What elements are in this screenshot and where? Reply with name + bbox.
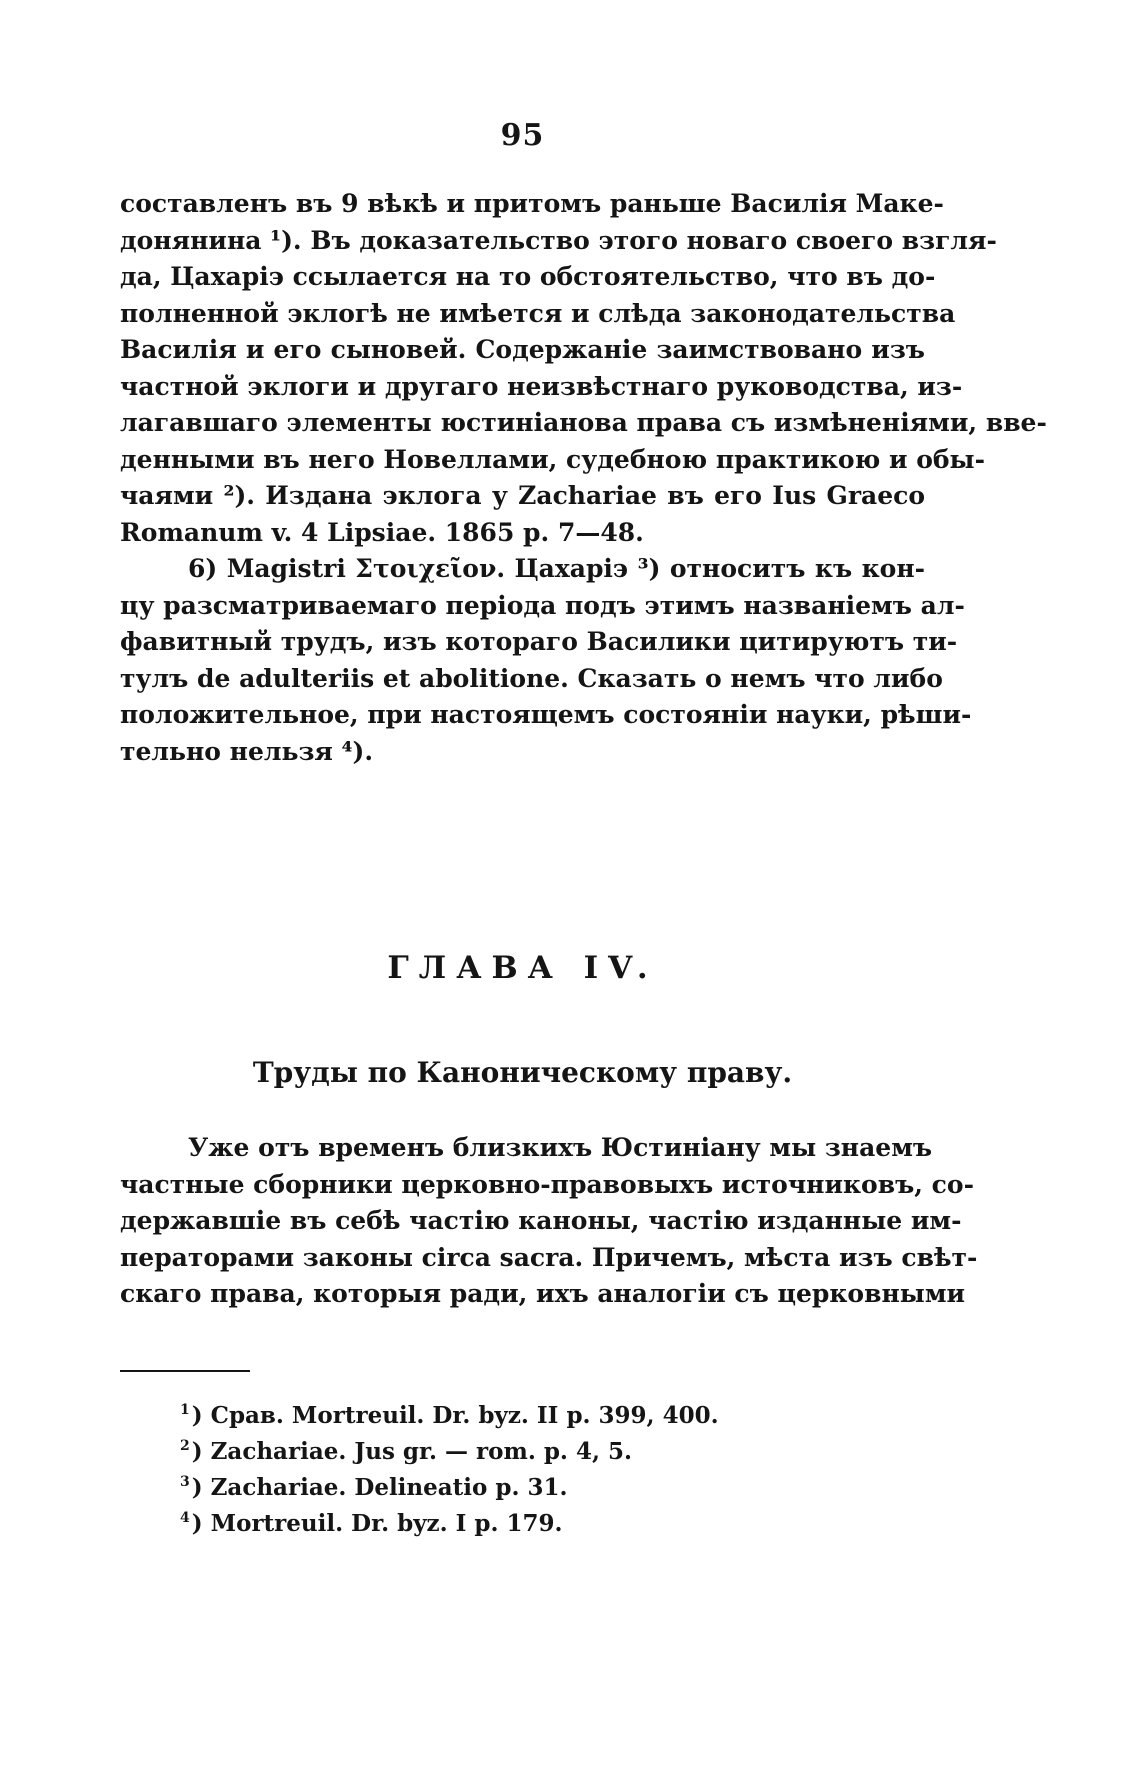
footnote-marker: 4 <box>180 1510 190 1526</box>
chapter-text <box>120 1130 978 1313</box>
text-line: державшіе въ себѣ частію каноны, частію изданные им- <box>120 1206 962 1235</box>
footnote-text: Mortreuil. Dr. byz. I p. 179. <box>210 1510 563 1537</box>
text-line: фавитный трудъ, изъ котораго Василики цитируютъ ти- <box>120 627 958 656</box>
body-text <box>120 186 1047 770</box>
footnote-text: Срав. Mortreuil. Dr. byz. II p. 399, 400. <box>210 1402 719 1429</box>
text-line: Romanum v. 4 Lipsiae. 1865 p. 7—48. <box>120 517 644 547</box>
text-line: лагавшаго элементы юстиніанова права съ измѣненіями, вве- <box>120 408 1047 437</box>
text-line: положительное, при настоящемъ состояніи науки, рѣши- <box>120 700 972 729</box>
text-line: тулъ de adulteriis et abolitione. Сказать о немъ что либо <box>120 663 943 693</box>
text-line: чаями ²). Издана эклога у Zachariae въ его Ius Graeco <box>120 481 925 510</box>
chapter-heading: ГЛАВА IV. <box>387 950 658 986</box>
text-line: Василія и его сыновей. Содержаніе заимствовано изъ <box>120 335 925 364</box>
text-line: цу разсматриваемаго періода подъ этимъ названіемъ ал- <box>120 590 965 620</box>
text-line: донянина ¹). Въ доказательство этого новаго своего взгля- <box>120 225 997 255</box>
footnote: $^2$) Zachariae. Jus gr. — rom. p. 4, 5. <box>180 1438 632 1465</box>
footnote-text: Zachariae. Delineatio p. 31. <box>210 1474 568 1501</box>
text-line: составленъ въ 9 вѣкѣ и притомъ раньше Василія Маке- <box>120 189 944 218</box>
text-line: 6) Magistri Στοιχεῖον. Цахаріэ ³) относитъ къ кон- <box>188 554 925 583</box>
page-number: 95 <box>500 118 545 153</box>
footnote: $^1$) Срав. Mortreuil. Dr. byz. II p. 399, 400. <box>180 1402 719 1429</box>
footnote: $^3$) Zachariae. Delineatio p. 31. <box>180 1474 568 1501</box>
footnotes <box>180 1392 880 1536</box>
text-line: частные сборники церковно-правовыхъ источниковъ, со- <box>120 1169 974 1199</box>
footnote-divider <box>120 1370 250 1372</box>
footnote-text: Zachariae. Jus gr. — rom. p. 4, 5. <box>210 1438 632 1465</box>
footnote: $^4$) Mortreuil. Dr. byz. I p. 179. <box>180 1510 563 1537</box>
section-title: Труды по Каноническому праву. <box>252 1056 793 1089</box>
book-page <box>120 0 1047 1765</box>
text-line: да, Цахаріэ ссылается на то обстоятельство, что въ до- <box>120 262 936 291</box>
text-line: денными въ него Новеллами, судебною практикою и обы- <box>120 444 985 474</box>
text-line: ператорами законы circa sacra. Причемъ, мѣста изъ свѣт- <box>120 1242 978 1272</box>
text-line: Уже отъ временъ близкихъ Юстиніану мы знаемъ <box>188 1133 933 1162</box>
text-line: скаго права, которыя ради, ихъ аналогіи съ церковными <box>120 1279 966 1308</box>
footnote-marker: 3 <box>180 1474 190 1490</box>
footnote-marker: 2 <box>180 1438 190 1454</box>
text-line: частной эклоги и другаго неизвѣстнаго руководства, из- <box>120 371 963 401</box>
text-line: полненной эклогѣ не имѣется и слѣда законодательства <box>120 298 956 328</box>
footnote-marker: 1 <box>180 1402 190 1418</box>
text-line: тельно нельзя ⁴). <box>120 736 374 766</box>
